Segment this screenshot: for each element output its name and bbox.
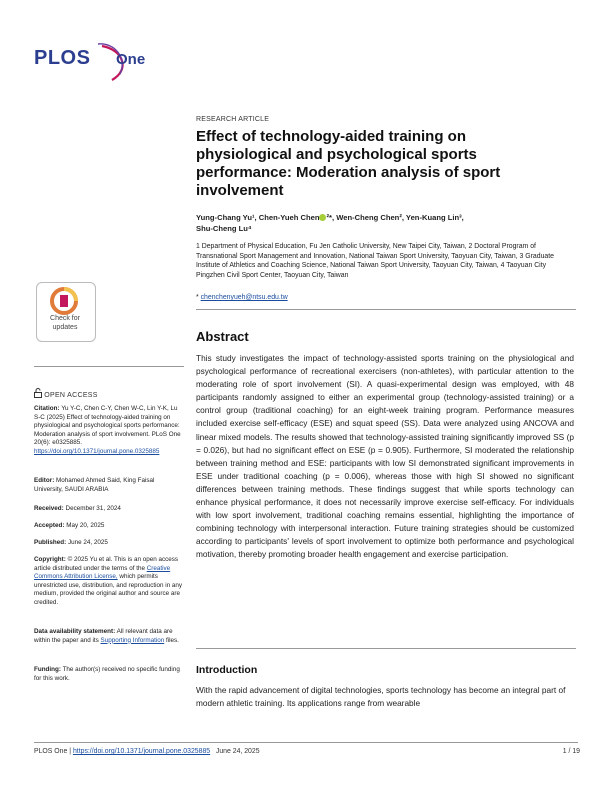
funding-label: Funding: (34, 666, 61, 673)
authors-line1-b: ²*, Wen-Cheng Chen², Yen-Kuang Lin³, (326, 213, 464, 222)
footer-date: June 24, 2025 (215, 748, 260, 755)
corresponding-author (196, 294, 288, 301)
published-date: June 24, 2025 (67, 539, 108, 546)
abstract-divider (196, 648, 576, 649)
check-updates-label (36, 315, 94, 332)
header-divider (196, 309, 576, 310)
open-access (34, 388, 98, 399)
published-block (34, 539, 184, 548)
corr-email-link[interactable]: chenchenyueh@ntsu.edu.tw (200, 294, 288, 301)
data-availability-text-b: files. (165, 636, 179, 644)
footer-doi-link[interactable]: https://doi.org/10.1371/journal.pone.0325885 (72, 748, 211, 755)
logo-text: PLOS (34, 47, 91, 69)
article-type: RESEARCH ARTICLE (196, 116, 270, 123)
supporting-info-link[interactable]: Supporting Information (100, 636, 165, 644)
funding-block (34, 666, 184, 683)
published-label: Published: (34, 539, 67, 546)
check-updates-line2: updates (52, 323, 78, 331)
accepted-label: Accepted: (34, 522, 65, 529)
editor-block (34, 477, 184, 494)
citation-label: Citation: (34, 405, 60, 412)
received-label: Received: (34, 505, 64, 512)
footer-divider (34, 742, 578, 743)
received-date: December 31, 2024 (65, 505, 121, 512)
received-block (34, 505, 184, 514)
editor-text: Mohamed Ahmed Said, King Faisal University, SAUDI ARABIA (34, 477, 155, 493)
check-updates-icon (49, 286, 79, 316)
author-list (196, 212, 556, 234)
editor-label: Editor: (34, 477, 55, 484)
copyright-text-b: which permits unrestricted use, distribution, and reproduction in any medium, provided the original author and source are credited. (34, 573, 183, 606)
authors-line1-a: Yung-Chang Yu¹, Chen-Yueh Chen (196, 213, 320, 222)
abstract-body (196, 352, 574, 562)
sidebar-divider (34, 366, 184, 367)
logo-suffix: One (116, 51, 146, 68)
check-updates-line1: Check for (50, 315, 80, 322)
copyright-label: Copyright: (34, 556, 66, 563)
license-link[interactable]: Creative Commons Attribution License, (34, 564, 171, 581)
corr-marker: * (196, 294, 199, 301)
page-number: 1 / 19 (562, 748, 580, 755)
affiliations: 1 Department of Physical Education, Fu Jen Catholic University, New Taipei City, Taiwan, 2 Doctoral Program of Transnational Sport Management and Innovation, National Taiwan Sport University, Taoyuan City, Taiwan, 3 Graduate Institute of Athletics and Coaching Science, National Taiwan Sport University, Taoyuan City, Taiwan, 4 Taoyuan City Pingzhen Civil Sport Center, Taoyuan City, Taiwan (196, 243, 555, 279)
introduction-body (196, 684, 574, 710)
data-availability-label: Data availability statement: (34, 628, 116, 635)
authors-line2: Shu-Cheng Lu⁴ (196, 224, 252, 233)
accepted-date: May 20, 2025 (66, 522, 105, 529)
introduction-text: With the rapid advancement of digital technologies, sports technology has become an integral part of modern athletic training. Its applications range from wearable (196, 685, 566, 709)
page-footer (34, 748, 260, 755)
data-availability-block (34, 628, 184, 645)
citation-doi-link[interactable]: https://doi.org/10.1371/journal.pone.0325885 (34, 447, 160, 455)
open-access-label: OPEN ACCESS (44, 392, 98, 399)
citation-text: Yu Y-C, Chen C-Y, Chen W-C, Lin Y-K, Lu S-C (2025) Effect of technology-aided training on physiological and psychological sports performance: Moderation analysis of sport involvement. PLoS One 20(6): e0325885. (34, 405, 181, 447)
copyright-text-a: © 2025 Yu et al. This is an open access article distributed under the terms of the (34, 556, 179, 572)
open-lock-icon (34, 388, 42, 398)
article-title: Effect of technology-aided training on physiological and psychological sports performance: Moderation analysis of sport involvement (196, 128, 501, 199)
data-availability-text-a: All relevant data are within the paper and its (34, 628, 173, 644)
funding-text: The author(s) received no specific funding for this work. (34, 666, 180, 682)
copyright-block (34, 556, 184, 608)
introduction-heading: Introduction (196, 664, 258, 676)
abstract-heading: Abstract (196, 329, 249, 344)
accepted-block (34, 522, 184, 531)
citation-block (34, 405, 184, 457)
abstract-text: This study investigates the impact of technology-assisted sports training on the physiological and psychological performance of recreational exercisers (non-athletes), with particular attention to the moderating role of sport involvement (SI). A quasi-experimental design was employed, with 48 participants randomly assigned to either an experimental group (technology-assisted training) or a control group (traditional coaching) for an eight-week training program. Performance measures included exercise self-efficacy (ESE) and squat speed (SS). Data were analyzed using ANCOVA and linear mixed models. The results showed that technology-assisted training significantly improved SS (p = 0.026), but had no significant effect on ESE (p = 0.905). Furthermore, SI moderated the relationship between training method and ESE: participants with low SI demonstrated significant improvements in ESE under traditional coaching (p = 0.006), whereas those with high SI showed no significant differences between training methods. These findings suggest that while sports technology can enhance physical performance, it does not necessarily improve exercise self-efficacy. For individuals with low sport involvement, traditional coaching remains essential, highlighting the importance of combining technology with interpersonal interaction. Future training strategies should be customized according to participants' levels of sport involvement to optimize both performance and psychological motivation, thereby promoting broader health engagement and exercise participation. (196, 353, 574, 560)
footer-journal: PLOS One | (34, 748, 72, 755)
